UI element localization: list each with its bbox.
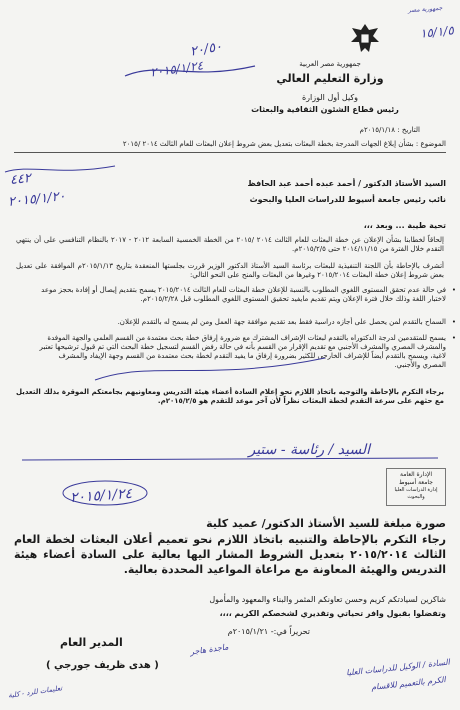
signature-name: ( هدى ظريف جورجي ) — [46, 660, 159, 671]
subject-divider — [14, 152, 446, 153]
recipient-title: نائب رئيس جامعة أسيوط للدراسات العليا والبحوث — [249, 195, 446, 204]
handwritten-instruction-2: الكرم بالتعميم للاقسام — [370, 675, 447, 692]
letterhead-country: جمهورية مصر العربية — [299, 60, 361, 68]
letter-subject: الموضوع : بشأن إبلاغ الجهات المدرجة بخطة البعثات بتعديل بعض شروط إعلان البعثات للعام الثالث ٢٠١٤ /٢٠١٥ — [122, 140, 446, 148]
lower-recipient: صورة مبلغة للسيد الأستاذ الدكتور/ عميد كلية — [206, 517, 446, 530]
handwritten-divider-line — [20, 455, 440, 465]
eagle-emblem-icon — [345, 20, 385, 60]
handwritten-addressee: السيد / رئاسة - ستير — [248, 442, 370, 458]
handwritten-note-top: جمهورية مصر — [407, 4, 443, 15]
logo-line-1: الإدارة العامة — [399, 471, 433, 478]
bullet-3: • يسمح للمتقدمين لدرجة الدكتوراه بالتقدم لبعثات الإشراف المشترك مع ضرورة إرفاق خطة بحث معتمدة من القسم العلمي والجهة الموفدة والمشرف المصري والمشرف الأجنبي مع تقديم الإقرار من القسم بأنه في حالة رفض القسم لتسجيل خطة البحث التي تم قبول ترشيحها تعتبر لاغية، ويسمح بالتقدم أيضاً للإشراف الخارجي للكثير بضرورة إرفاق ما يفيد التقدم لخطة بحث معتمدة من القسم وجهة الإيفاد والمشرف المصري والأجنبي. — [36, 334, 446, 370]
lower-date: تحريراً في:- ٢٠١٥/١/٢١م — [227, 627, 310, 636]
logo-line-3: إدارة الدراسات العليا والبحوث — [394, 487, 438, 500]
handwritten-cross-out — [90, 350, 330, 390]
greeting: تحية طيبة ... وبعد ،،، — [363, 221, 446, 230]
letterhead-sector: رئيس قطاع الشئون الثقافية والبعثات — [251, 105, 399, 114]
handwritten-underline — [0, 160, 120, 180]
letterhead-ministry: وزارة التعليم العالي — [276, 72, 384, 85]
recipient-name: السيد الأستاذ الدكتور / أحمد عبده أحمد عبد الحافظ — [247, 179, 446, 188]
bullet-1: • في حالة عدم تحقق المستوى اللغوي المطلوب بالنسبة للإعلان خطة البعثات للعام الثالث ٢٠١٥/٢٠١٤ يسمح بتقديم إيصال أو إفادة بحجز موعد لاختبار اللغة وذلك خلال فترة الإعلان ويتم تقديم مايفيد تحقيق المستوى اللغوي المطلوب قبل ٢٠١٥/٢/٢٨م. — [36, 286, 446, 304]
handwritten-ref-number: ٤٤٢ — [9, 170, 32, 189]
handwritten-instruction-1: السادة / الوكيل للدراسات العليا — [345, 657, 451, 678]
handwritten-instruction-3: تعليمات للرد - كلية — [7, 684, 63, 700]
handwritten-date-2: ٢٠١٥/١/٢٤ — [149, 58, 204, 80]
handwritten-circle — [60, 478, 150, 508]
paragraph-2: أتشرف بالإحاطة بأن اللجنة التنفيذية للبعثات برئاسة السيد الأستاذ الدكتور الوزير قررت بجلستها المنعقدة بتاريخ ٢٠١٥/١/١٣م الموافقة على تعديل بعض شروط إعلان خطة البعثات ٢٠١٥/٢٠١٤ وغيرها من البعثات والمنح على النحو التالي: — [16, 262, 444, 279]
lower-thanks: شاكرين لسيادتكم كريم وحسن تعاونكم المثمر والبناء والمعهود والمأمول — [209, 595, 446, 604]
signature-title: المدير العام — [60, 636, 123, 649]
handwritten-date-top: ١٥/١/٥ — [419, 23, 455, 41]
handwritten-lower-date: ٢٠١٥/١/٢٤ — [69, 485, 133, 507]
lower-closing: وتفضلوا بقبول وافر تحياتي وتقديري لشخصكم الكريم ،،،، — [219, 609, 446, 618]
institution-logo-box — [386, 468, 446, 506]
letterhead-deputy: وكيل أول الوزارة — [301, 93, 359, 102]
logo-line-2: جامعة أسيوط — [399, 479, 433, 486]
handwritten-number: ٢٠/٥٠ — [188, 39, 224, 60]
handwritten-scribble — [120, 56, 260, 86]
letter-date: التاريخ : ٢٠١٥/١/١٨م — [359, 126, 420, 134]
paragraph-3: برجاء التكرم بالإحاطة والتوجيه باتخاذ اللازم نحو إعلام السادة أعضاء هيئة التدريس ومعاونيهم بجامعتكم الموقرة بذلك التعديل مع حثهم على سرعة التقدم لخطة البعثات نظراً لأن آخر موعد للتقدم هو ٢٠١٥/٢/٥م. — [16, 388, 444, 405]
handwritten-name: ماجدة هاجر — [189, 642, 230, 657]
lower-paragraph: رجاء التكرم بالإحاطة والتنبيه باتخاذ اللازم نحو تعميم أعلان البعثات لخطة العام الثالث ٢٠١٥/٢٠١٤ بتعديل الشروط المشار اليها بعالية على السادة أعضاء هيئة التدريس والهيئة المعاونة مع مراعاة المواعيد المحددة بعالية. — [14, 533, 446, 576]
paragraph-1: إلحاقاً لخطابنا بشأن الإعلان عن خطة البعثات للعام الثالث ٢٠١٤ /٢٠١٥ من الخطة الخمسية السابعة ٢٠١٢ - ٢٠١٧ بالنظام التنافسي على أن ينتهي التقدم خلال الفترة من ٢٠١٤/١١/١٥ حتى ٢٠١٥/٢/٥م. — [16, 236, 444, 253]
bullet-2: • السماح بالتقدم لمن يحصل على أجازه دراسية فقط بعد تقديم موافقة جهة العمل ومن لم يسمح له بالتقدم للإعلان. — [36, 318, 446, 327]
handwritten-ref-date: ٢٠١٥/١/٢٠ — [7, 189, 67, 210]
